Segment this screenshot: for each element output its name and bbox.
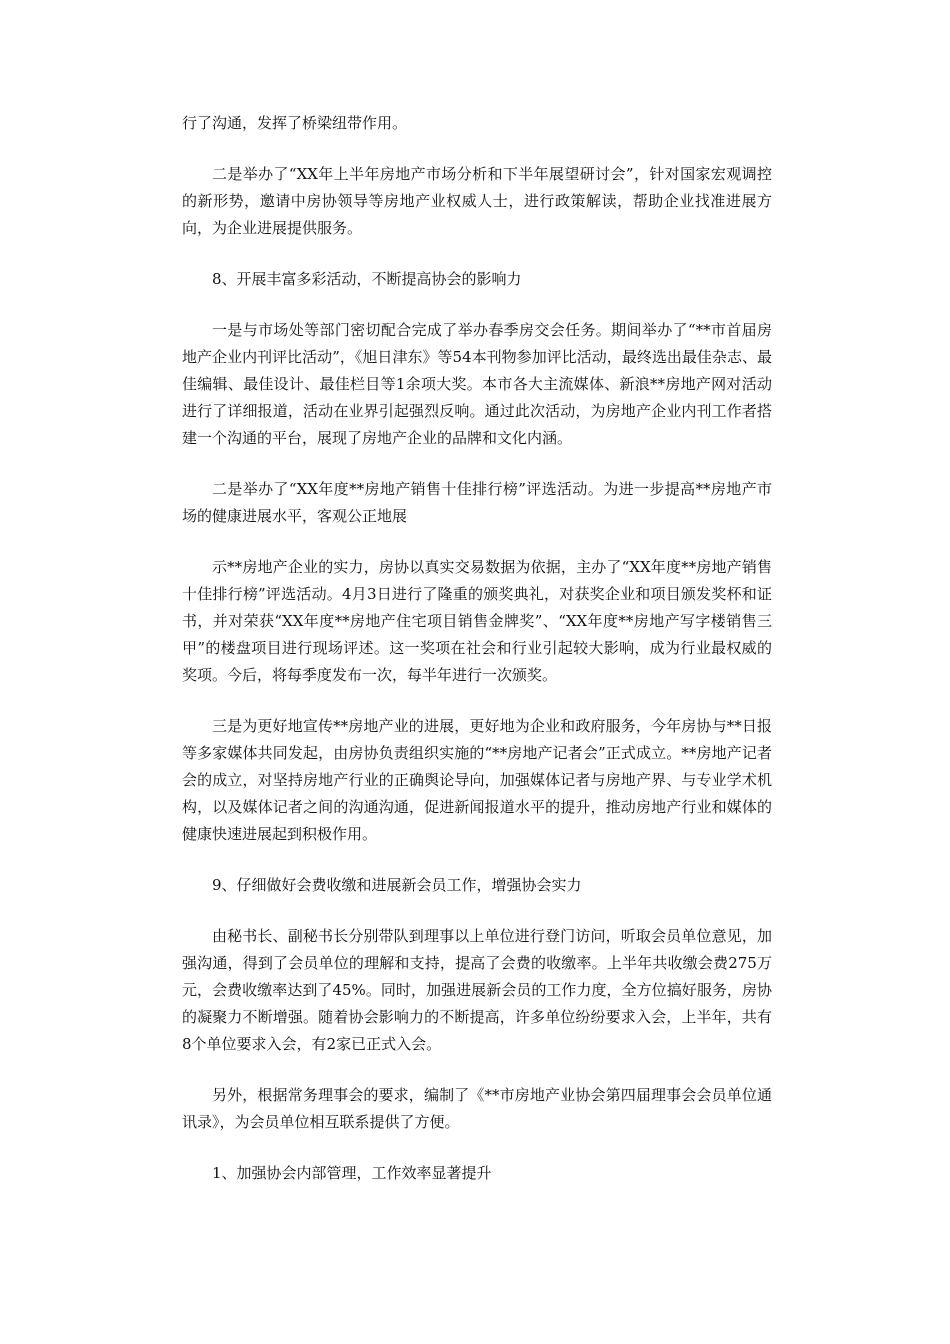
paragraph-membership-fees: 由秘书长、副秘书长分别带队到理事以上单位进行登门访问，听取会员单位意见，加强沟通，得到了会员单位的理解和支持，提高了会费的收缴率。上半年共收缴会费275万元，会费收缴率达到了45%。同时，加强进展新会员的工作力度，全方位搞好服务，房协的凝聚力不断增强。随着协会影响力的不断提高，许多单位纷纷要求入会，上半年，共有8个单位要求入会，有2家已正式入会。 [182, 927, 773, 1053]
paragraph-spring-fair: 一是与市场处等部门密切配合完成了举办春季房交会任务。期间举办了“**市首届房地产企业内刊评比活动”，《旭日津东》等54本刊物参加评比活动，最终选出最佳杂志、最佳编辑、最佳设计、最佳栏目等1余项大奖。本市各大主流媒体、新浪**房地产网对活动进行了详细报道，活动在业界引起强烈反响。通过此次活动，为房地产企业内刊工作者搭建一个沟通的平台，展现了房地产企业的品牌和文化内涵。 [182, 321, 772, 447]
paragraph-continuation: 行了沟通，发挥了桥梁纽带作用。 [182, 114, 408, 132]
paragraph-sales-ranking: 二是举办了“XX年度**房地产销售十佳排行榜”评选活动。为进一步提高**房地产市场的健康进展水平，客观公正地展 [182, 480, 772, 525]
paragraph-ranking-details: 示**房地产企业的实力，房协以真实交易数据为依据，主办了“XX年度**房地产销售十佳排行榜”评选活动。4月3日进行了隆重的颁奖典礼，对获奖企业和项目颁发奖杯和证书，并对荣获“XX年度**房地产住宅项目销售金牌奖”、“XX年度**房地产写字楼销售三甲”的楼盘项目进行现场评述。这一奖项在社会和行业引起较大影响，成为行业最权威的奖项。今后，将每季度发布一次，每半年进行一次颁奖。 [182, 558, 772, 684]
document-page [182, 110, 772, 1211]
section-heading-1: 1、加强协会内部管理，工作效率显著提升 [212, 1164, 492, 1182]
section-heading-8: 8、开展丰富多彩活动，不断提高协会的影响力 [212, 270, 522, 288]
paragraph-seminar: 二是举办了“XX年上半年房地产市场分析和下半年展望研讨会”，针对国家宏观调控的新形势，邀请中房协领导等房地产业权威人士，进行政策解读，帮助企业找准进展方向，为企业进展提供服务。 [182, 165, 772, 237]
paragraph-directory: 另外，根据常务理事会的要求，编制了《**市房地产业协会第四届理事会会员单位通讯录》，为会员单位相互联系提供了方便。 [182, 1086, 772, 1131]
section-heading-9: 9、仔细做好会费收缴和进展新会员工作，增强协会实力 [212, 876, 582, 894]
paragraph-journalists-association: 三是为更好地宣传**房地产业的进展，更好地为企业和政府服务，今年房协与**日报等多家媒体共同发起，由房协负责组织实施的“**房地产记者会”正式成立。**房地产记者会的成立，对坚持房地产行业的正确舆论导向，加强媒体记者与房地产界、与专业学术机构，以及媒体记者之间的沟通沟通，促进新闻报道水平的提升，推动房地产行业和媒体的健康快速进展起到积极作用。 [182, 717, 772, 843]
